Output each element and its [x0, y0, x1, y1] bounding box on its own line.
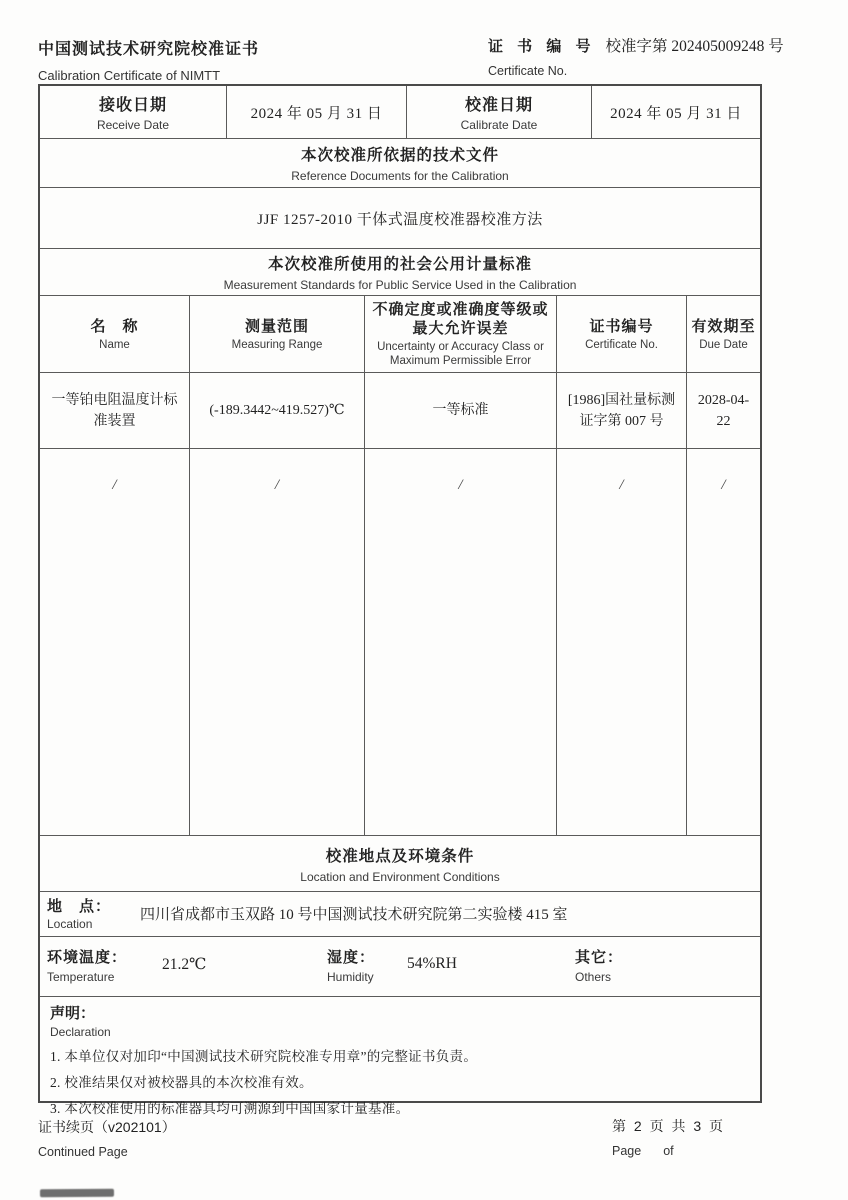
slash-placeholder: /	[274, 477, 280, 493]
column-header-name-zh: 名 称	[90, 317, 139, 335]
dates-row	[40, 86, 760, 139]
column-header-duedate-zh: 有效期至	[691, 317, 756, 335]
document-header-left	[38, 36, 259, 83]
table-row	[40, 373, 760, 449]
humidity-label-group	[327, 946, 375, 984]
page-title-en: Calibration Certificate of NIMTT	[38, 68, 221, 83]
temperature-label-group	[47, 946, 127, 984]
column-header-certno-en: Certificate No.	[585, 338, 658, 351]
slash-placeholder: /	[112, 477, 117, 493]
declaration-item-1: 1. 本单位仅对加印“中国测试技术研究院校准专用章”的完整证书负责。	[50, 1049, 478, 1064]
document-header-right	[488, 34, 784, 78]
empty-range-cell	[190, 449, 365, 835]
standards-header-zh: 本次校准所使用的社会公用计量标准	[267, 256, 532, 273]
column-header-uncertainty-zh: 不确定度或准确度等级或最大允许误差	[372, 301, 549, 337]
declaration-item-3: 3. 本次校准使用的标准器具均可溯源到中国国家计量基准。	[50, 1101, 410, 1116]
environment-row	[40, 937, 760, 997]
temperature-value: 21.2℃	[162, 956, 207, 973]
calibrate-date-label: 校准日期	[464, 97, 533, 114]
footer-page-indicator	[612, 1116, 725, 1158]
column-header-uncertainty	[365, 296, 557, 372]
column-header-range-zh: 测量范围	[244, 317, 309, 335]
receive-date-value: 2024 年 05 月 31 日	[250, 105, 383, 122]
column-header-range-en: Measuring Range	[231, 338, 323, 351]
standard-uncertainty-cell	[365, 373, 557, 448]
reference-content-row	[40, 188, 760, 249]
empty-uncertainty-cell	[365, 449, 557, 835]
location-label-en: Location	[47, 917, 93, 931]
page-word: Page	[612, 1144, 642, 1158]
location-label-group	[47, 895, 111, 931]
reference-header-en: Reference Documents for the Calibration	[291, 169, 509, 183]
scan-artifact	[40, 1189, 114, 1198]
certificate-table	[38, 84, 762, 1116]
calibrate-date-label-cell	[407, 86, 592, 138]
slash-placeholder: /	[619, 477, 624, 493]
reference-section-header	[40, 139, 760, 188]
calibrate-date-value-cell	[592, 86, 760, 138]
humidity-value: 54%RH	[407, 955, 457, 972]
empty-certno-cell	[557, 449, 687, 835]
calibrate-date-label-en: Calibrate Date	[460, 118, 538, 132]
calibrate-date-value: 2024 年 05 月 31 日	[610, 105, 742, 122]
declaration-label-en: Declaration	[50, 1025, 111, 1039]
standards-section-header	[40, 249, 760, 296]
empty-name-cell	[40, 449, 190, 835]
column-header-certno-zh: 证书编号	[589, 317, 654, 335]
table-row-empty	[40, 449, 760, 836]
slash-placeholder: /	[721, 477, 726, 493]
standards-column-headers	[40, 296, 760, 373]
humidity-label: 湿度：	[327, 949, 376, 966]
reference-header-zh: 本次校准所依据的技术文件	[300, 147, 499, 164]
receive-date-label-en: Receive Date	[96, 118, 170, 132]
certificate-no-value: 校准字第 202405009248 号	[605, 38, 784, 55]
others-label-en: Others	[575, 970, 612, 984]
location-header-en: Location and Environment Conditions	[300, 869, 500, 884]
standard-range-value: (-189.3442~419.527)℃	[209, 403, 345, 418]
standard-duedate-value: 2028-04-22	[697, 392, 750, 429]
location-header-zh: 校准地点及环境条件	[325, 847, 475, 865]
standard-duedate-cell	[687, 373, 760, 448]
standard-range-cell	[190, 373, 365, 448]
reference-content: JJF 1257-2010 干体式温度校准器校准方法	[257, 211, 543, 228]
footer-left	[38, 1117, 176, 1159]
others-label-group	[575, 946, 623, 984]
standard-uncertainty-value: 一等标准	[432, 403, 489, 418]
page-number-zh: 第 2 页 共 3 页	[612, 1118, 726, 1134]
empty-duedate-cell	[687, 449, 760, 835]
of-word: of	[663, 1144, 674, 1158]
location-row	[40, 892, 760, 937]
column-header-uncertainty-en: Uncertainty or Accuracy Class or Maximum Permissible Error	[377, 341, 544, 367]
location-label: 地 点：	[47, 898, 112, 915]
page-title: 中国测试技术研究院校准证书	[38, 41, 260, 58]
page-number-en	[612, 1144, 725, 1158]
certificate-no-label-en: Certificate No.	[488, 64, 568, 78]
receive-date-label: 接收日期	[98, 97, 167, 114]
column-header-name	[40, 296, 190, 372]
standard-name-value: 一等铂电阻温度计标准装置	[51, 392, 178, 429]
column-header-duedate	[687, 296, 760, 372]
others-label: 其它：	[575, 949, 624, 966]
receive-date-value-cell	[227, 86, 407, 138]
receive-date-label-cell	[40, 86, 227, 138]
temperature-label-en: Temperature	[47, 970, 115, 984]
standard-name-cell	[40, 373, 190, 448]
declaration-label: 声明：	[50, 1005, 96, 1022]
column-header-name-en: Name	[99, 338, 130, 351]
continued-page-label-en: Continued Page	[38, 1145, 128, 1159]
column-header-range	[190, 296, 365, 372]
humidity-label-en: Humidity	[327, 970, 374, 984]
declaration-item-2: 2. 校准结果仅对被校器具的本次校准有效。	[50, 1075, 313, 1090]
location-value: 四川省成都市玉双路 10 号中国测试技术研究院第二实验楼 415 室	[140, 907, 568, 923]
continued-page-label: 证书续页（v202101）	[38, 1119, 176, 1135]
column-header-duedate-en: Due Date	[699, 338, 748, 351]
standard-certno-value: [1986]国社量标测证字第 007 号	[567, 392, 676, 429]
standard-certno-cell	[557, 373, 687, 448]
location-section-header	[40, 836, 760, 892]
declaration-section	[40, 997, 760, 1116]
certificate-no-label: 证 书 编 号	[488, 38, 596, 55]
column-header-certno	[557, 296, 687, 372]
temperature-label: 环境温度：	[47, 949, 128, 966]
slash-placeholder: /	[458, 477, 463, 493]
standards-header-en: Measurement Standards for Public Service Used in the Calibration	[223, 278, 577, 292]
